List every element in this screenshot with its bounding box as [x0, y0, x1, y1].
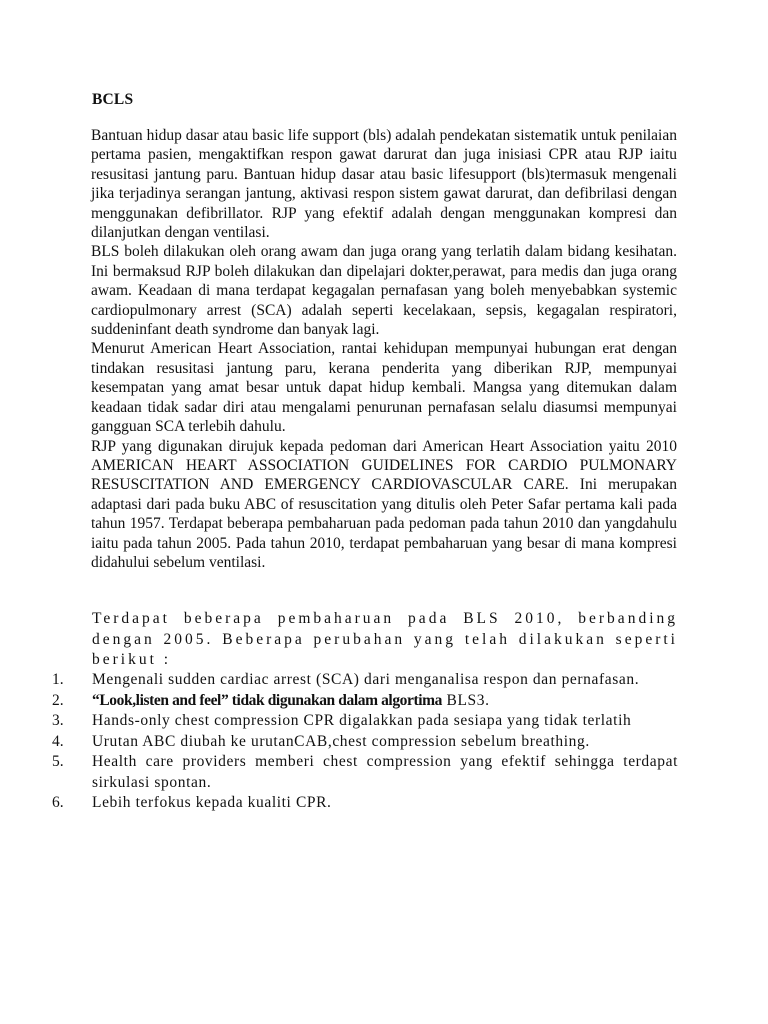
- paragraph-aha-guidelines: RJP yang digunakan dirujuk kepada pedoman dari American Heart Association yaitu 2010 AMERICAN HEART ASSOCIATION GUIDELINES FOR CARDIO PULMONARY RESUSCITATION AND EMERGENCY CARDIOVASCULAR CARE. Ini merupakan adaptasi dari pada buku ABC of resuscitation yang ditulis oleh Peter Safar pertama kali pada tahun 1957. Terdapat beberapa pembaharuan pada pedoman pada tahun 2010 dan yangdahulu iaitu pada tahun 2005. Pada tahun 2010, terdapat pembaharuan yang besar di mana kompresi didahului sebelum ventilasi.: [91, 437, 677, 571]
- list-item-text: Lebih terfokus kepada kualiti CPR.: [92, 794, 332, 811]
- list-item-text: Urutan ABC diubah ke urutanCAB,chest compression sebelum breathing.: [92, 732, 590, 750]
- list-item: [52, 670, 678, 691]
- updates-intro: Terdapat beberapa pembaharuan pada BLS 2010, berbanding dengan 2005. Beberapa perubahan yang telah dilakukan seperti berikut :: [92, 610, 678, 668]
- list-item-bold-text: “Look,listen and feel” tidak digunakan dalam algortima: [92, 691, 443, 709]
- list-item-number: 6.: [52, 794, 64, 811]
- list-item: [52, 691, 678, 712]
- list-item: [52, 711, 678, 732]
- list-item: [52, 732, 678, 753]
- updates-list: [52, 670, 678, 814]
- list-item: [52, 752, 678, 793]
- list-item-number: 1.: [52, 671, 64, 688]
- list-item-number: 3.: [52, 712, 64, 729]
- list-item-number: 2.: [52, 691, 64, 709]
- list-item-text: Mengenali sudden cardiac arrest (SCA) dari menganalisa respon dan pernafasan.: [92, 671, 640, 688]
- list-item-text: BLS3.: [442, 691, 490, 709]
- document-title: BCLS: [92, 91, 134, 108]
- list-item-text: Health care providers memberi chest compression yang efektif sehingga terdapat sirkulasi spontan.: [92, 753, 678, 791]
- paragraph-who-performs-bls: BLS boleh dilakukan oleh orang awam dan juga orang yang terlatih dalam bidang kesihatan. Ini bermaksud RJP boleh dilakukan dan dipelajari dokter,perawat, para medis dan juga orang awam. Keadaan di mana terdapat kegagalan pernafasan yang boleh menyebabkan systemic cardiopulmonary arrest (SCA) adalah seperti kecelakaan, sepsis, kegagalan respiratori, suddeninfant death syndrome dan banyak lagi.: [91, 243, 677, 339]
- document-body: [91, 126, 677, 572]
- list-item-text: Hands-only chest compression CPR digalakkan pada sesiapa yang tidak terlatih: [92, 712, 632, 729]
- list-item: [52, 793, 678, 814]
- list-item-number: 5.: [52, 753, 64, 770]
- list-item-number: 4.: [52, 732, 64, 750]
- paragraph-bls-definition: Bantuan hidup dasar atau basic life support (bls) adalah pendekatan sistematik untuk penilaian pertama pasien, mengaktifkan respon gawat darurat dan juga inisiasi CPR atau RJP iaitu resusitasi jantung paru. Bantuan hidup dasar atau basic lifesupport (bls)termasuk mengenali jika terjadinya serangan jantung, aktivasi respon sistem gawat darurat, dan defibrilasi dengan menggunakan defibrillator. RJP yang efektif adalah dengan menggunakan kompresi dan dilanjutkan dengan ventilasi.: [91, 127, 677, 242]
- paragraph-aha-chain-of-survival: Menurut American Heart Association, rantai kehidupan mempunyai hubungan erat dengan tindakan resusitasi jantung paru, kerana penderita yang diberikan RJP, mempunyai kesempatan yang amat besar untuk dapat hidup kembali. Mangsa yang ditemukan dalam keadaan tidak sadar diri atau mengalami penurunan pernafasan selalu diasumsi mempunyai gangguan SCA terlebih dahulu.: [91, 340, 677, 436]
